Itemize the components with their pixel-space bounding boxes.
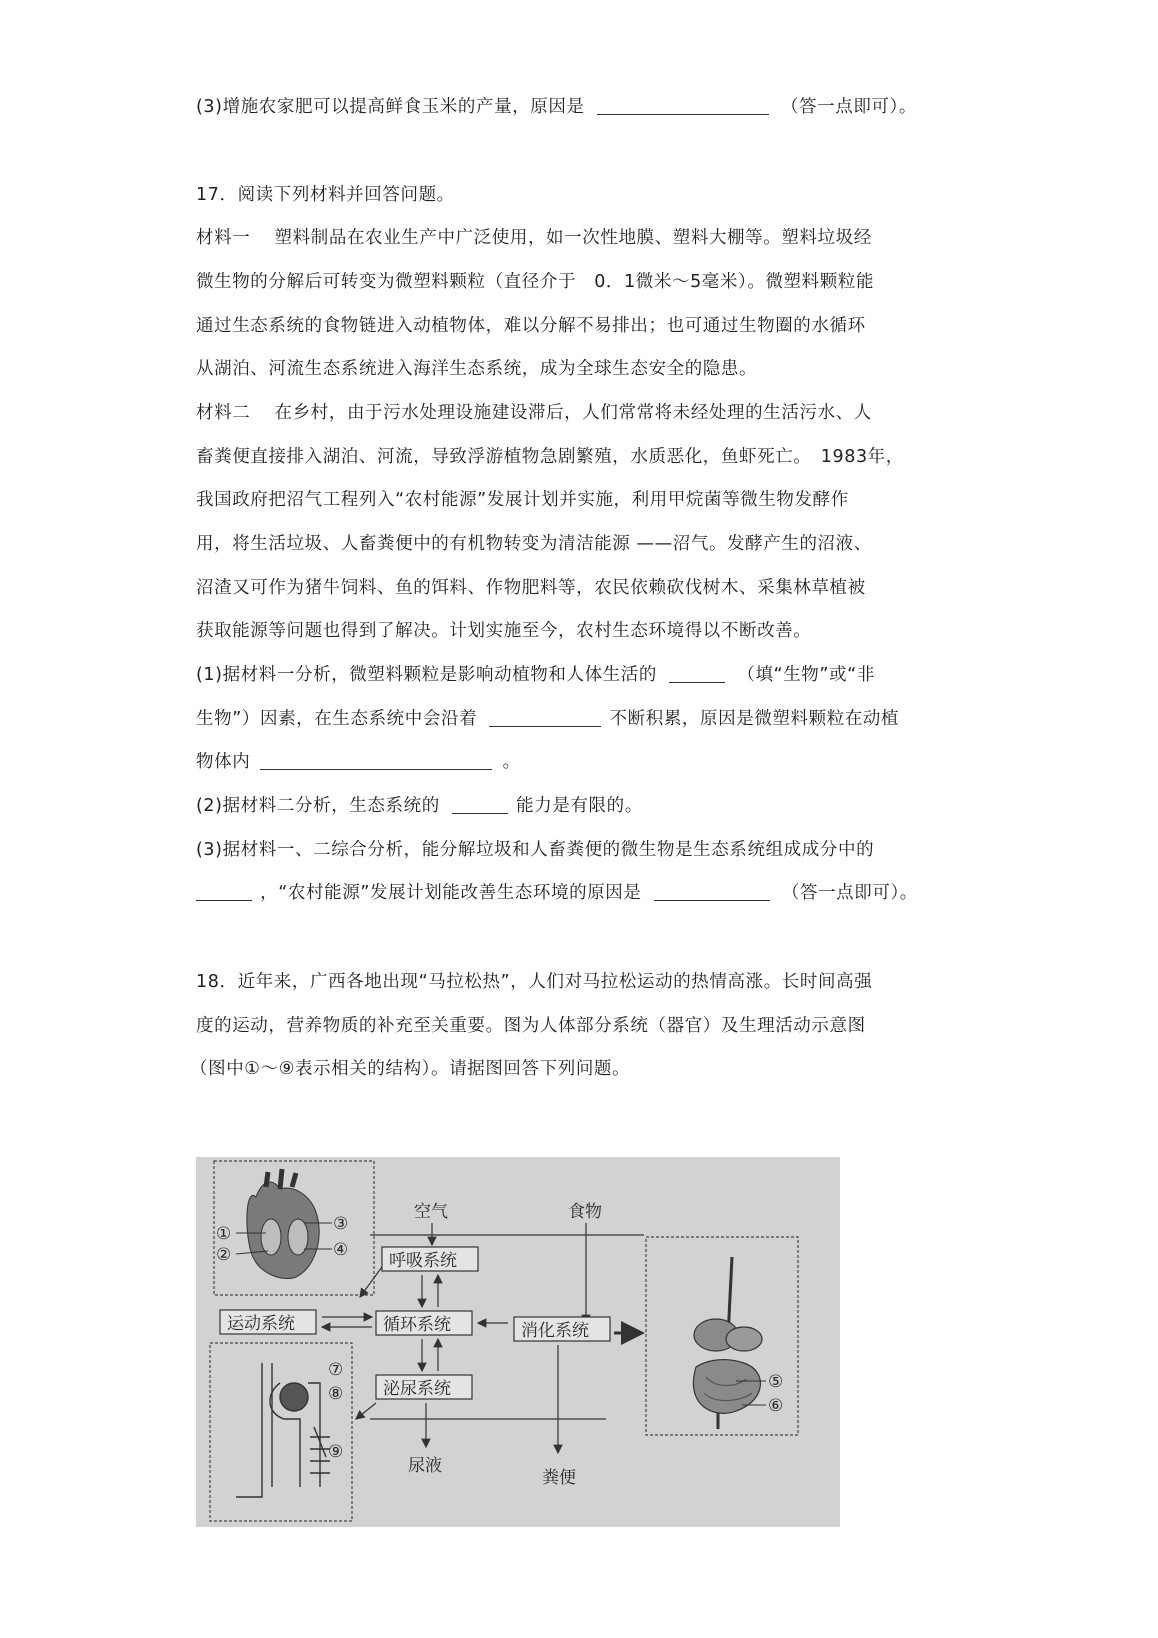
body-systems-figure (196, 1157, 840, 1527)
q17-part1-line1 (196, 663, 875, 687)
q17-material2-line: 沼渣又可作为猪牛饲料、鱼的饵料、作物肥料等，农民依赖砍伐树木、采集林草植被 (196, 578, 866, 598)
answer-blank[interactable] (654, 882, 770, 901)
respiratory-system-label: 呼吸系统 (389, 1251, 457, 1271)
digestive-system-label: 消化系统 (521, 1321, 589, 1341)
digestive-label: ⑥ (768, 1396, 784, 1416)
q17-material2-line: 畜粪便直接排入湖泊、河流，导致浮游植物急剧繁殖，水质恶化，鱼虾死亡。 1983年， (196, 447, 904, 467)
q17-material1-line: 通过生态系统的食物链进入动植物体，难以分解不易排出；也可通过生物圈的水循环 (196, 316, 866, 336)
q17-part1-line3 (196, 750, 521, 774)
q17-material2-line: 获取能源等问题也得到了解决。计划实施至今，农村生态环境得以不断改善。 (196, 621, 812, 641)
q17-part1-text: 不断积累，原因是微塑料颗粒在动植 (609, 709, 900, 729)
q17-material1-line: 材料一 塑料制品在农业生产中广泛使用，如一次性地膜、塑料大棚等。塑料垃圾经 (196, 228, 872, 248)
urine-label: 尿液 (408, 1456, 442, 1476)
q17-part2 (196, 794, 643, 818)
urinary-system-label: 泌尿系统 (383, 1379, 451, 1399)
q17-material2-line: 用，将生活垃圾、人畜粪便中的有机物转变为清洁能源 ——沼气。发酵产生的沼液、 (196, 534, 872, 554)
answer-blank[interactable] (597, 96, 769, 115)
q17-material1-line: 从湖泊、河流生态系统进入海洋生态系统，成为全球生态安全的隐患。 (196, 359, 758, 379)
circulatory-system-label: 循环系统 (383, 1315, 451, 1335)
answer-blank[interactable] (489, 708, 601, 727)
answer-blank[interactable] (669, 664, 725, 683)
q18-line: 度的运动，营养物质的补充至关重要。图为人体部分系统（器官）及生理活动示意图 (196, 1016, 866, 1036)
kidney-label: ⑦ (328, 1360, 344, 1380)
answer-blank[interactable] (452, 795, 508, 814)
q17-part1-text: （填“生物”或“非 (737, 665, 875, 685)
q17-part1-line2 (196, 707, 899, 731)
q17-part1-text: 生物”）因素，在生态系统中会沿着 (196, 709, 478, 729)
feces-label: 粪便 (542, 1468, 576, 1488)
q17-material2-line: 材料二 在乡村，由于污水处理设施建设滞后，人们常常将未经处理的生活污水、人 (196, 403, 872, 423)
q17-part1-text: 物体内 (196, 752, 251, 772)
heart-label: ① (216, 1224, 232, 1244)
heart-label: ③ (333, 1214, 349, 1234)
q16-part3 (196, 95, 917, 119)
q16-part3-suffix: （答一点即可）。 (780, 97, 917, 117)
q17-part3-line1: (3)据材料一、二综合分析，能分解垃圾和人畜粪便的微生物是生态系统组成成分中的 (196, 840, 875, 860)
q17-material2-line: 我国政府把沼气工程列入“农村能源”发展计划并实施，利用甲烷菌等微生物发酵作 (196, 490, 849, 510)
kidney-label: ⑨ (328, 1442, 344, 1462)
answer-blank[interactable] (260, 751, 492, 770)
heart-label: ④ (333, 1240, 349, 1260)
food-label: 食物 (568, 1202, 602, 1222)
answer-blank[interactable] (196, 882, 252, 901)
q17-part3-text: ，“农村能源”发展计划能改善生态环境的原因是 (260, 883, 642, 903)
kidney-label: ⑧ (328, 1384, 344, 1404)
q17-part2-text: 能力是有限的。 (516, 796, 643, 816)
air-label: 空气 (414, 1202, 448, 1222)
q17-material1-line: 微生物的分解后可转变为微塑料颗粒（直径介于 0．1微米～5毫米）。微塑料颗粒能 (196, 272, 875, 292)
q17-part1-text: 。 (502, 752, 521, 772)
digestive-label: ⑤ (768, 1372, 784, 1392)
q17-part3-text: （答一点即可）。 (781, 883, 918, 903)
q17-part1-text: (1)据材料一分析，微塑料颗粒是影响动植物和人体生活的 (196, 665, 657, 685)
motor-system-label: 运动系统 (227, 1314, 295, 1334)
q17-title: 17．阅读下列材料并回答问题。 (196, 185, 455, 205)
q18-line: （图中①～⑨表示相关的结构）。请据图回答下列问题。 (190, 1059, 631, 1079)
q17-part2-text: (2)据材料二分析，生态系统的 (196, 796, 440, 816)
heart-label: ② (216, 1245, 232, 1265)
q18-line: 18．近年来，广西各地出现“马拉松热”，人们对马拉松运动的热情高涨。长时间高强 (196, 972, 873, 992)
q17-part3-line2 (196, 881, 918, 905)
q16-part3-text: (3)增施农家肥可以提高鲜食玉米的产量，原因是 (196, 97, 585, 117)
